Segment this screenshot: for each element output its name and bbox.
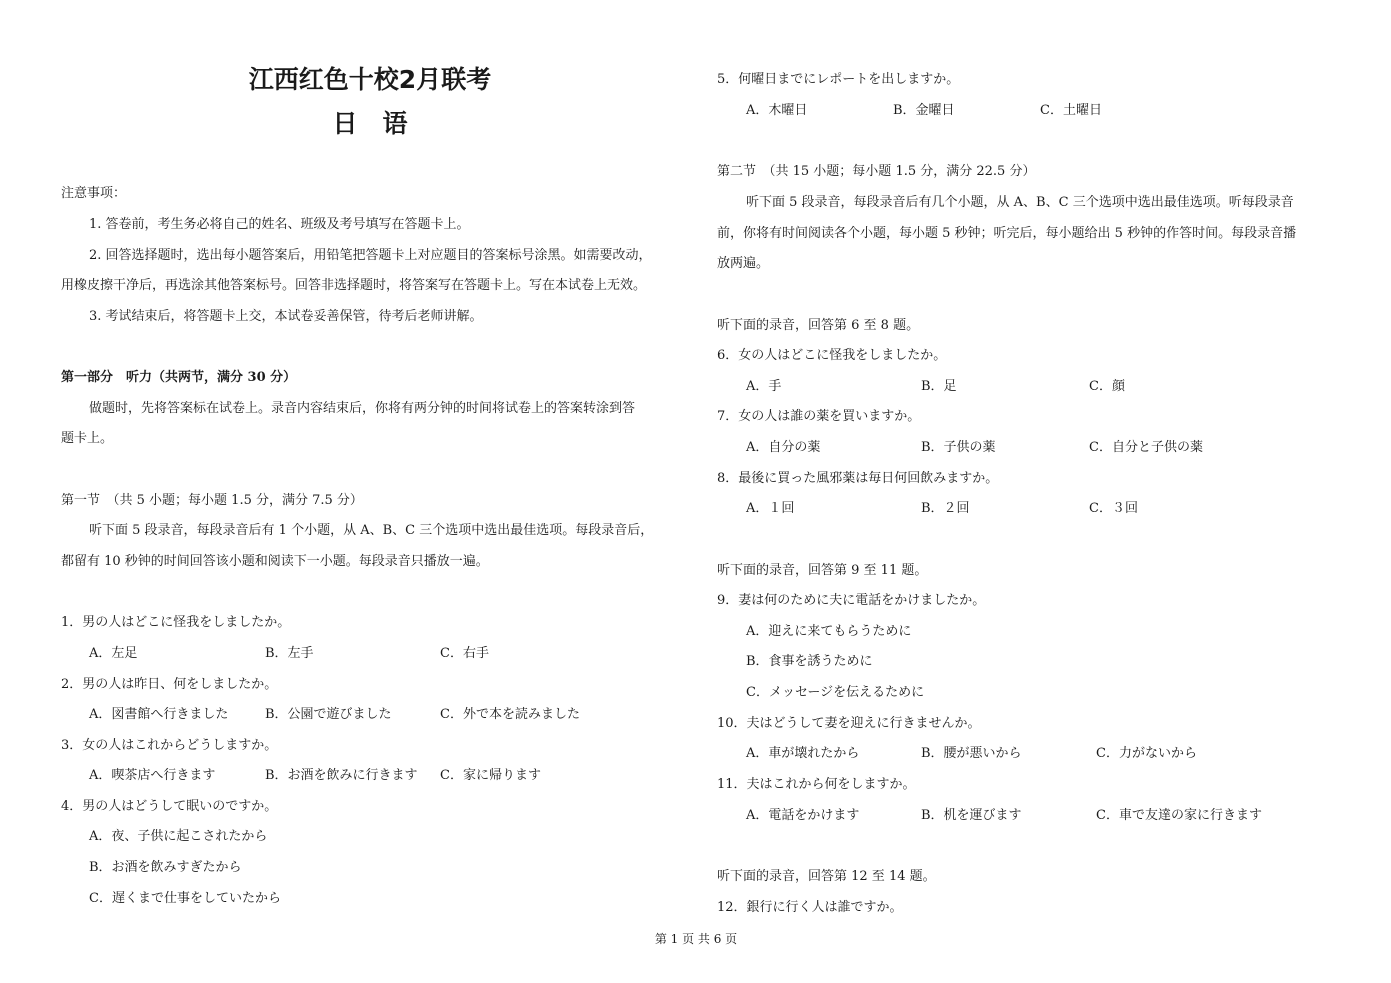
question-6: 6．女の人はどこに怪我をしましたか。 <box>717 348 947 363</box>
option-c: C．力がないから <box>1096 746 1197 761</box>
part1-intro: 题卡上。 <box>61 431 114 446</box>
question-9: 9．妻は何のために夫に電話をかけましたか。 <box>717 593 986 608</box>
option-c: C．メッセージを伝えるために <box>746 685 925 700</box>
option-c: C．家に帰ります <box>440 768 541 783</box>
option-b: B．２回 <box>921 501 970 516</box>
part1-intro: 做题时，先将答案标在试卷上。录音内容结束后，你将有两分钟的时间将试卷上的答案转涂到答 <box>89 401 636 416</box>
question-10: 10．夫はどうして妻を迎えに行きませんか。 <box>717 716 981 731</box>
exam-title: 江西红色十校2月联考 <box>248 65 492 94</box>
option-b: B．左手 <box>265 646 314 661</box>
option-c: C．土曜日 <box>1040 103 1102 118</box>
notice-item: 用橡皮擦干净后，再选涂其他答案标号。回答非选择题时，将答案写在答题卡上。写在本试卷上无效。 <box>61 278 647 293</box>
question-3: 3．女の人はこれからどうしますか。 <box>61 738 278 753</box>
section2-intro: 前，你将有时间阅读各个小题，每小题 5 秒钟；听完后，每小题给出 5 秒钟的作答时间。每段录音播 <box>717 226 1297 241</box>
option-c: C．自分と子供の薬 <box>1089 440 1203 455</box>
option-a: A．１回 <box>746 501 795 516</box>
option-b: B．子供の薬 <box>921 440 996 455</box>
option-b: B．机を運びます <box>921 808 1022 823</box>
question-12: 12．銀行に行く人は誰ですか。 <box>717 900 903 915</box>
section1-intro: 都留有 10 秒钟的时间回答该小题和阅读下一小题。每段录音只播放一遍。 <box>61 554 489 569</box>
group-prompt: 听下面的录音，回答第 12 至 14 题。 <box>717 869 936 884</box>
option-b: B．金曜日 <box>893 103 955 118</box>
group-prompt: 听下面的录音，回答第 9 至 11 题。 <box>717 563 928 578</box>
part1-heading: 第一部分 听力（共两节，满分 30 分） <box>61 370 297 385</box>
option-b: B．お酒を飲みに行きます <box>265 768 418 783</box>
notice-item: 2. 回答选择题时，选出每小题答案后，用铅笔把答题卡上对应题目的答案标号涂黑。如需要改动， <box>89 248 652 263</box>
option-b: B．お酒を飲みすぎたから <box>89 860 242 875</box>
section2-intro: 放两遍。 <box>717 256 770 271</box>
option-c: C．遅くまで仕事をしていたから <box>89 891 281 906</box>
option-c: C．顔 <box>1089 379 1125 394</box>
option-a: A．左足 <box>89 646 138 661</box>
option-b: B．公園で遊びました <box>265 707 392 722</box>
question-11: 11．夫はこれから何をしますか。 <box>717 777 916 792</box>
option-a: A．電話をかけます <box>746 808 860 823</box>
section2-intro: 听下面 5 段录音，每段录音后有几个小题，从 A、B、C 三个选项中选出最佳选项。听每段录音 <box>746 195 1294 210</box>
option-a: A．車が壊れたから <box>746 746 860 761</box>
option-a: A．自分の薬 <box>746 440 821 455</box>
option-c: C．３回 <box>1089 501 1138 516</box>
page-footer: 第 1 页 共 6 页 <box>654 932 738 946</box>
question-4: 4．男の人はどうして眠いのですか。 <box>61 799 278 814</box>
option-a: A．夜、子供に起こされたから <box>89 829 268 844</box>
question-1: 1．男の人はどこに怪我をしましたか。 <box>61 615 291 630</box>
question-7: 7．女の人は誰の薬を買いますか。 <box>717 409 921 424</box>
option-a: A．迎えに来てもらうために <box>746 624 912 639</box>
notice-item: 3. 考试结束后，将答题卡上交，本试卷妥善保管，待考后老师讲解。 <box>89 309 483 324</box>
subject-title: 日 语 <box>332 109 408 138</box>
option-a: A．喫茶店へ行きます <box>89 768 216 783</box>
question-2: 2．男の人は昨日、何をしましたか。 <box>61 677 278 692</box>
question-8: 8．最後に買った風邪薬は毎日何回飲みますか。 <box>717 471 999 486</box>
option-c: C．外で本を読みました <box>440 707 580 722</box>
option-b: B．腰が悪いから <box>921 746 1022 761</box>
section1-heading: 第一节 （共 5 小题；每小题 1.5 分，满分 7.5 分） <box>61 493 363 508</box>
section2-heading: 第二节 （共 15 小题；每小题 1.5 分，满分 22.5 分） <box>717 164 1036 179</box>
question-5: 5．何曜日までにレポートを出しますか。 <box>717 72 960 87</box>
option-b: B．足 <box>921 379 957 394</box>
option-b: B．食事を誘うために <box>746 654 873 669</box>
option-c: C．右手 <box>440 646 489 661</box>
group-prompt: 听下面的录音，回答第 6 至 8 题。 <box>717 318 920 333</box>
notice-heading: 注意事项： <box>61 186 127 201</box>
option-c: C．車で友達の家に行きます <box>1096 808 1262 823</box>
option-a: A．図書館へ行きました <box>89 707 229 722</box>
option-a: A．手 <box>746 379 782 394</box>
notice-item: 1. 答卷前，考生务必将自己的姓名、班级及考号填写在答题卡上。 <box>89 217 470 232</box>
option-a: A．木曜日 <box>746 103 808 118</box>
section1-intro: 听下面 5 段录音，每段录音后有 1 个小题，从 A、B、C 三个选项中选出最佳选项。每段录音后， <box>89 523 654 538</box>
